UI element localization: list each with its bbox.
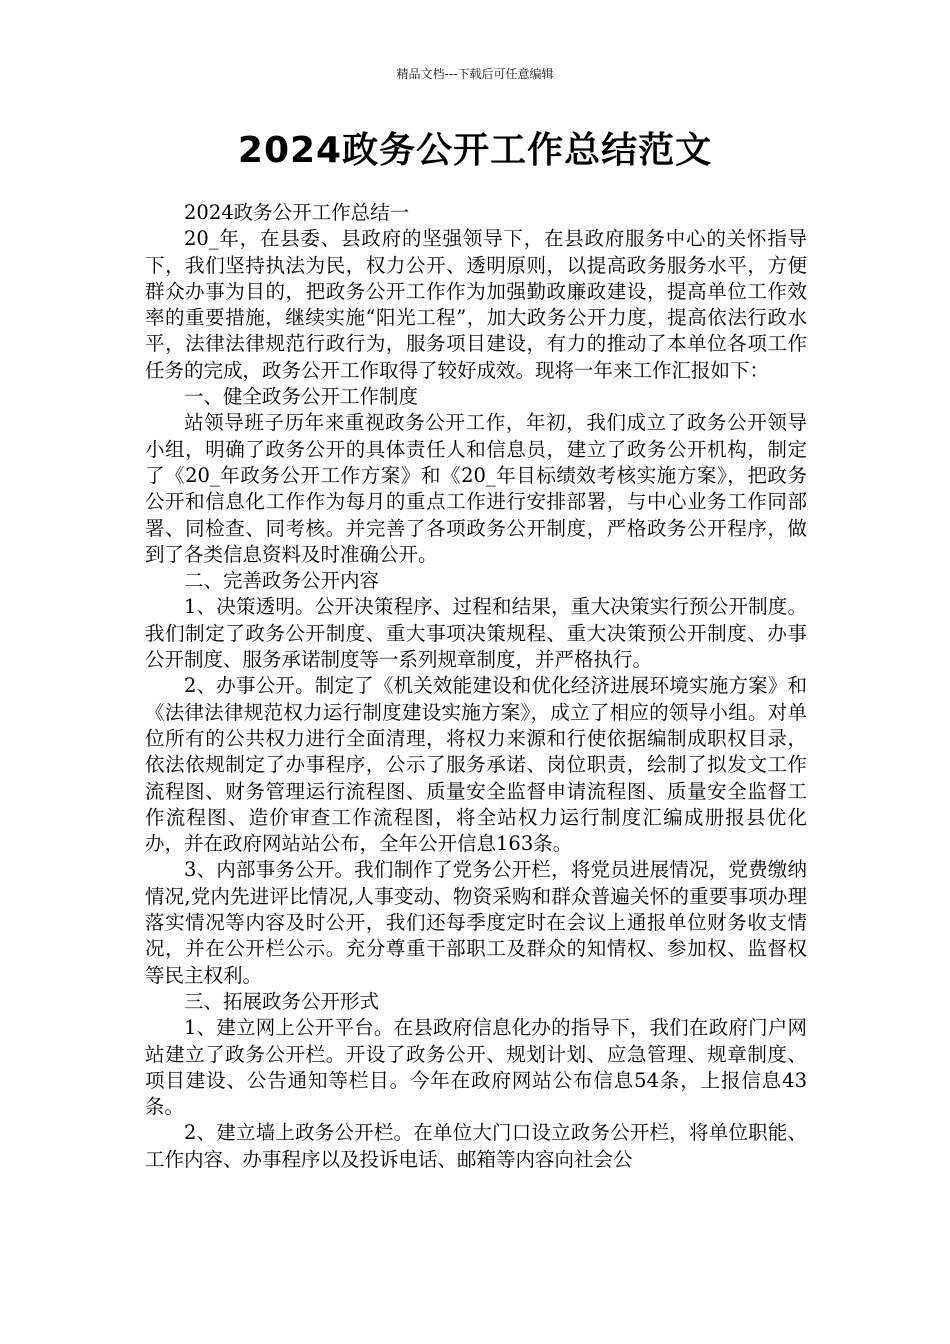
paragraph-subtitle: 2024政务公开工作总结一 bbox=[184, 201, 410, 224]
paragraph: 3、内部事务公开。我们制作了党务公开栏，将党员进展情况，党费缴纳情况,党内先进评比情况,人事变动、物资采购和群众普遍关怀的重要事项办理落实情况等内容及时公开，我们还每季度定时在会议上通报单位财务收支情况，并在公开栏公示。充分尊重干部职工及群众的知情权、参加权、监督权等民主权利。 bbox=[145, 858, 807, 987]
paragraph: 2、建立墙上政务公开栏。在单位大门口设立政务公开栏，将单位职能、工作内容、办事程序以及投诉电话、邮箱等内容向社会公 bbox=[145, 1121, 807, 1171]
section-heading: 一、健全政务公开工作制度 bbox=[184, 385, 419, 409]
paragraph: 1、决策透明。公开决策程序、过程和结果，重大决策实行预公开制度。我们制定了政务公开制度、重大事项决策规程、重大决策预公开制度、办事公开制度、服务承诺制度等一系列规章制度，并严格执行。 bbox=[145, 595, 807, 672]
document-body bbox=[145, 200, 807, 1173]
document-title: 2024政务公开工作总结范文 bbox=[237, 130, 713, 171]
paragraph: 20_年，在县委、县政府的坚强领导下，在县政府服务中心的关怀指导下，我们坚持执法为民，权力公开、透明原则，以提高政务服务水平，方便群众办事为目的，把政务公开工作作为加强勤政廉政建设，提高单位工作效率的重要措施，继续实施“阳光工程”，加大政务公开力度，提高依法行政水平，法律法律规范行政行为，服务项目建设，有力的推动了本单位各项工作任务的完成，政务公开工作取得了较好成效。现将一年来工作汇报如下： bbox=[145, 227, 807, 382]
section-heading: 二、完善政务公开内容 bbox=[184, 569, 380, 593]
paragraph: 2、办事公开。制定了《机关效能建设和优化经济进展环境实施方案》和《法律法律规范权力运行制度建设实施方案》，成立了相应的领导小组。对单位所有的公共权力进行全面清理，将权力来源和行使依据编制成职权目录，依法依规制定了办事程序，公示了服务承诺、岗位职责，绘制了拟发文工作流程图、财务管理运行流程图、质量安全监督申请流程图、质量安全监督工作流程图、造价审查工作流程图，将全站权力运行制度汇编成册报县优化办，并在政府网站站公布，全年公开信息163条。 bbox=[145, 674, 807, 856]
paragraph: 1、建立网上公开平台。在县政府信息化办的指导下，我们在政府门户网站建立了政务公开栏。开设了政务公开、规划计划、应急管理、规章制度、项目建设、公告通知等栏目。今年在政府网站公布信息54条，上报信息43条。 bbox=[145, 1016, 807, 1119]
header-note: 精品文档---下载后可任意编辑 bbox=[396, 67, 554, 81]
paragraph: 站领导班子历年来重视政务公开工作，年初，我们成立了政务公开领导小组，明确了政务公开的具体责任人和信息员，建立了政务公开机构，制定了《20_年政务公开工作方案》和《20_年目标绩效考核实施方案》，把政务公开和信息化工作作为每月的重点工作进行安排部署，与中心业务工作同部署、同检查、同考核。并完善了各项政务公开制度，严格政务公开程序，做到了各类信息资料及时准确公开。 bbox=[145, 411, 807, 566]
section-heading: 三、拓展政务公开形式 bbox=[184, 989, 380, 1013]
